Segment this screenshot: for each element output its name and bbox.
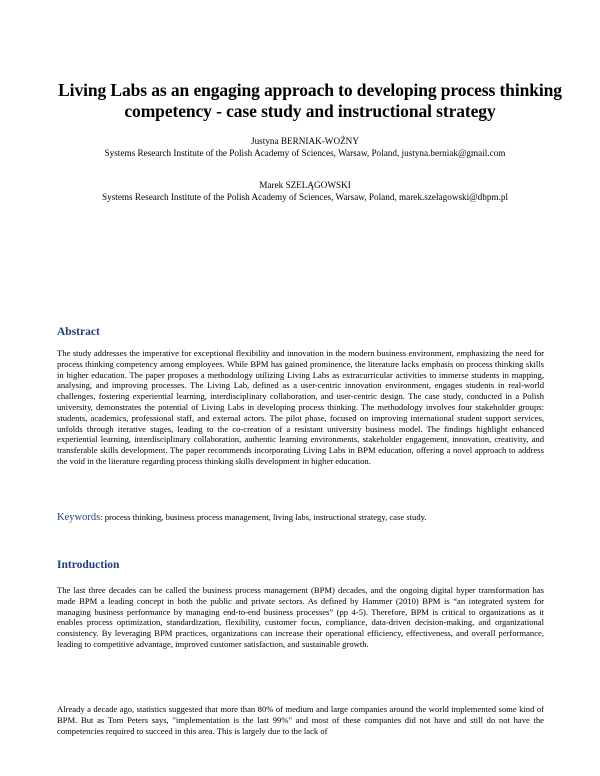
introduction-heading: Introduction xyxy=(57,559,120,571)
paper-title: Living Labs as an engaging approach to developing process thinking competency - case study and instructional strategy xyxy=(58,80,562,121)
author-affiliation: Systems Research Institute of the Polish Academy of Sciences, Warsaw, Poland, justyna.berniak@gmail.com xyxy=(104,148,506,158)
abstract-heading: Abstract xyxy=(57,326,100,338)
keywords-line xyxy=(57,512,544,523)
intro-paragraph: Already a decade ago, statistics suggested that more than 80% of medium and large companies around the world implemented some kind of BPM. But as Tom Peters says, "implementation is the last 99%" and most of these companies did not have and still do not have the competencies required to succeed in this area. This is largely due to the lack of xyxy=(57,704,544,736)
keywords-label: Keywords xyxy=(57,512,101,523)
author-name: Justyna BERNIAK-WOŹNY xyxy=(251,136,359,146)
author-name: Marek SZELĄGOWSKI xyxy=(259,180,351,190)
abstract-text: The study addresses the imperative for exceptional flexibility and innovation in the modern business environment, emphasizing the need for process thinking competency among employees. While BPM has gained prominence, the literature lacks emphasis on process thinking skills in higher education. The paper proposes a methodology utilizing Living Labs as extracurricular activities to immerse students in mapping, analysing, and improving processes. The Living Lab, defined as a user-centric innovation environment, engages students in real-world challenges, fostering experiential learning, interdisciplinary collaboration, and user-centric design. The case study, conducted in a Polish university, demonstrates the potential of Living Labs in developing process thinking. The methodology involves four stakeholder groups: students, academics, professional staff, and external actors. The pilot phase, focused on improving international student support services, unfolds through iterative stages, leading to the co-creation of a resistant university business model. The findings highlight enhanced experiential learning, interdisciplinary collaboration, authentic learning environments, stakeholder engagement, innovation, creativity, and transferable skills development. The paper recommends incorporating Living Labs in BPM education, offering a novel approach to address the void in the literature regarding process thinking skills development in higher education. xyxy=(57,348,544,466)
keywords-text: : process thinking, business process management, living labs, instructional strategy, case study. xyxy=(100,512,427,522)
author-affiliation: Systems Research Institute of the Polish Academy of Sciences, Warsaw, Poland, marek.szelagowski@dbpm.pl xyxy=(101,192,509,202)
intro-paragraph: The last three decades can be called the business process management (BPM) decades, and the ongoing digital hyper transformation has made BPM a leading concept in both the public and private sectors. As defined by Hammer (2010) BPM is “an integrated system for managing business performance by managing end-to-end business processes” (pp 4-5). Therefore, BPM is critical to organizations as it enables process optimization, standardization, flexibility, customer focus, compliance, data-driven decision-making, and organizational consistency. By leveraging BPM practices, organizations can increase their operational efficiency, effectiveness, and overall performance, leading to competitive advantage, improved customer satisfaction, and sustainable growth. xyxy=(57,585,544,649)
